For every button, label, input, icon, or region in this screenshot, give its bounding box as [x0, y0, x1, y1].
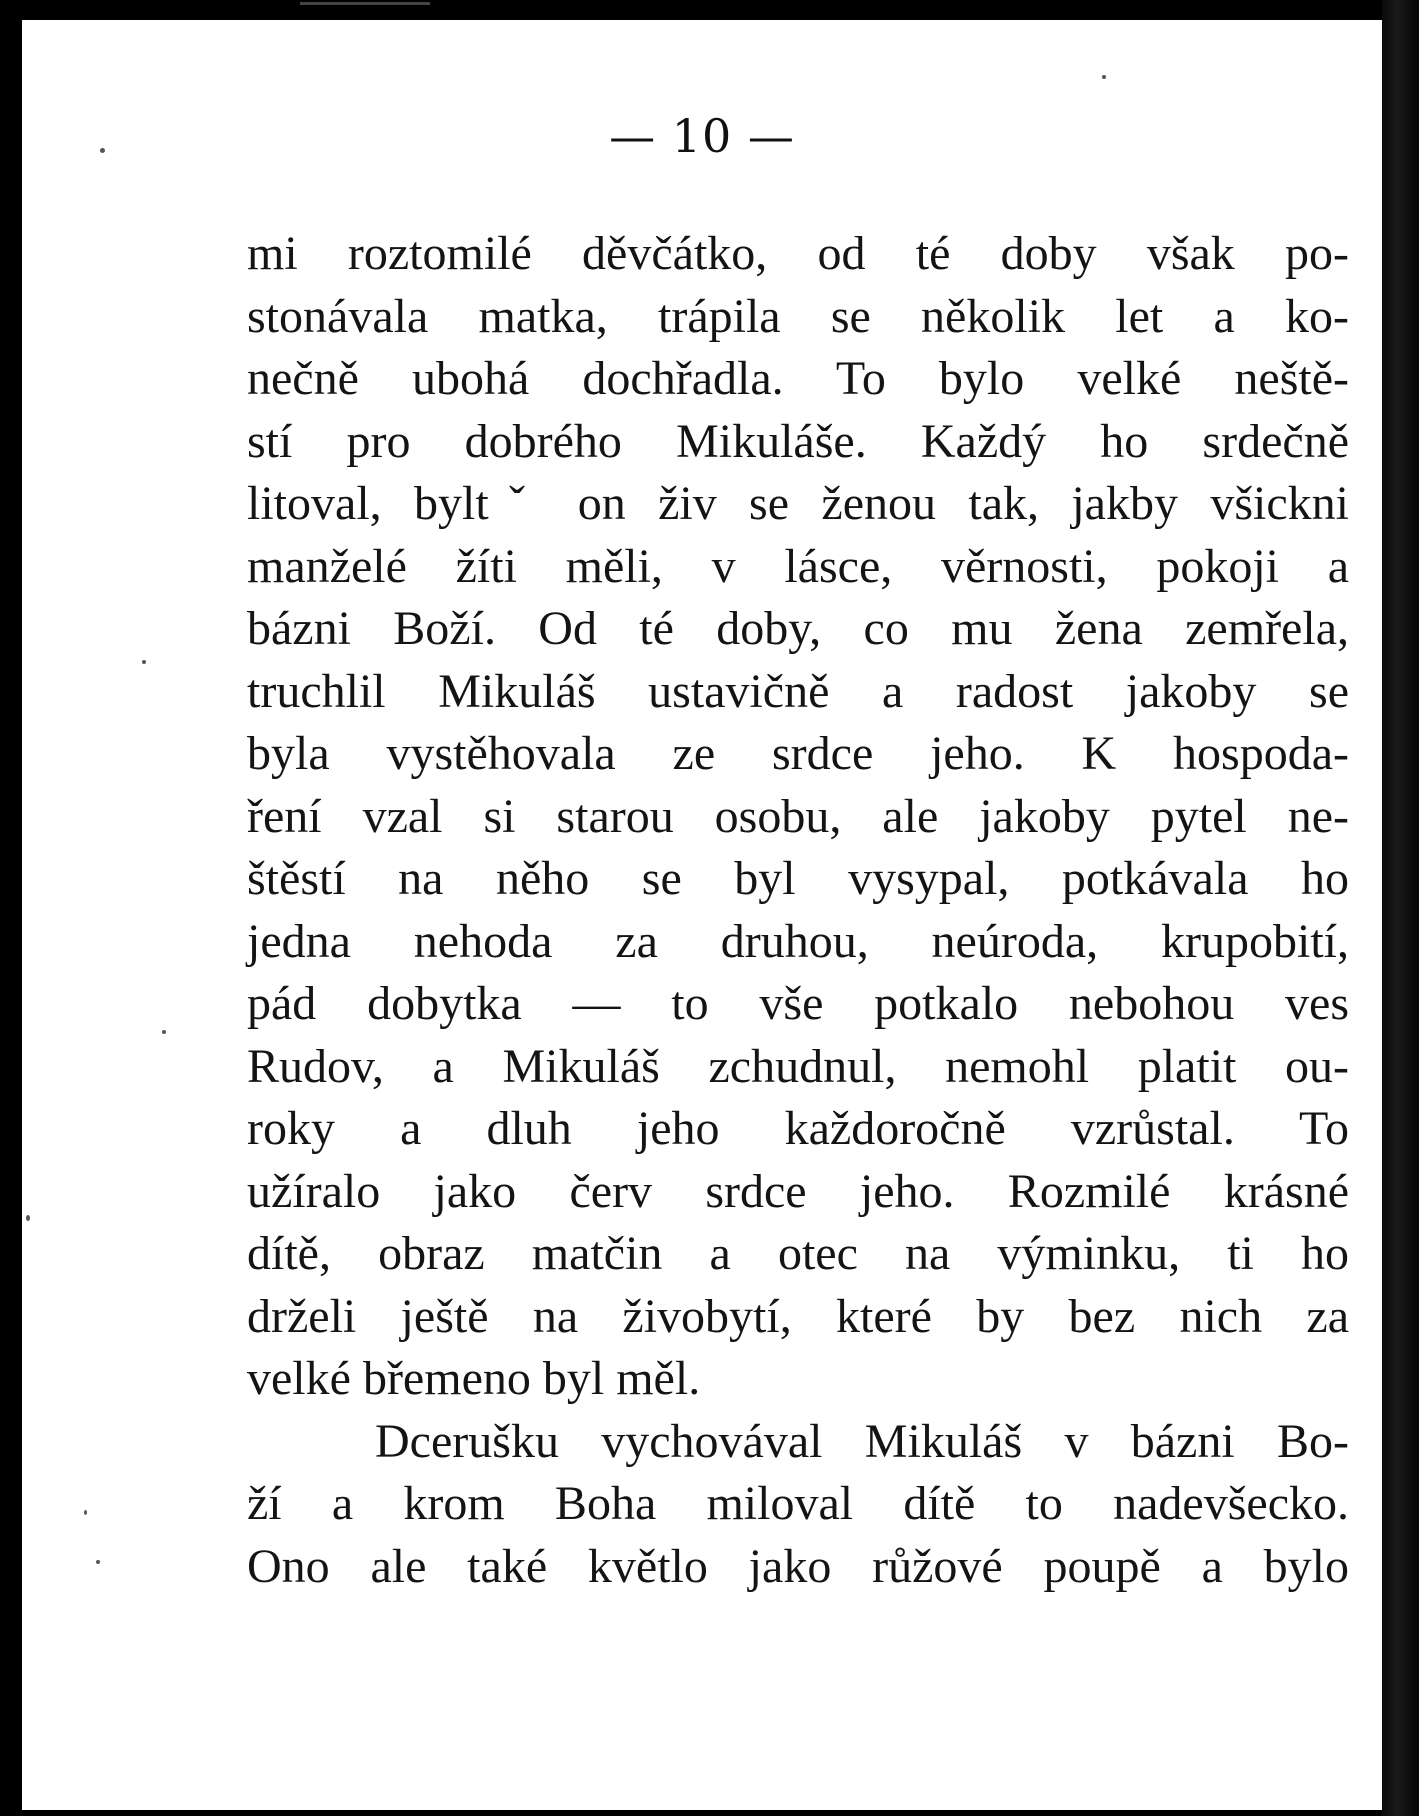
text-line: užíralo jako červ srdce jeho. Rozmilé krásné	[247, 1164, 1349, 1218]
text-line-paragraph-end: velké břemeno byl měl.	[247, 1352, 701, 1405]
text-line: truchlil Mikuláš ustavičně a radost jakoby se	[247, 664, 1349, 718]
text-line: štěstí na něho se byl vysypal, potkávala ho	[247, 852, 1349, 905]
scan-speck	[84, 1510, 87, 1515]
scan-artifact-mark	[300, 2, 430, 5]
page-number: — 10 —	[609, 109, 795, 163]
text-line: ření vzal si starou osobu, ale jakoby pytel ne-	[247, 789, 1349, 843]
scan-speck	[1102, 75, 1106, 79]
text-line: mi roztomilé děvčátko, od té doby však po-	[247, 227, 1349, 280]
scan-speck	[26, 1215, 30, 1221]
body-text	[247, 223, 1349, 1598]
scan-speck	[142, 660, 146, 664]
text-line: stonávala matka, trápila se několik let a ko-	[247, 289, 1349, 343]
book-page	[22, 20, 1382, 1810]
text-line: bázni Boží. Od té doby, co mu žena zemřela,	[247, 602, 1349, 655]
text-line: pád dobytka — to vše potkalo nebohou ves	[247, 977, 1349, 1030]
text-line-paragraph-start: Dcerušku vychovával Mikuláš v bázni Bo-	[375, 1414, 1349, 1468]
text-line: dítě, obraz matčin a otec na výminku, ti ho	[247, 1227, 1349, 1280]
text-line: jedna nehoda za druhou, neúroda, krupobití,	[247, 914, 1349, 968]
text-line: drželi ještě na živobytí, které by bez nich za	[247, 1289, 1349, 1343]
text-line: byla vystěhovala ze srdce jeho. K hospoda-	[247, 727, 1349, 780]
scan-speck	[96, 1560, 100, 1564]
text-line: roky a dluh jeho každoročně vzrůstal. To	[247, 1102, 1349, 1155]
scan-speck	[162, 1030, 166, 1034]
text-line: stí pro dobrého Mikuláše. Každý ho srdečně	[247, 414, 1349, 468]
text-line: Rudov, a Mikuláš zchudnul, nemohl platit ou-	[247, 1039, 1349, 1093]
text-line: nečně ubohá dochřadla. To bylo velké neště-	[247, 352, 1349, 405]
text-line: ží a krom Boha miloval dítě to nadevšecko.	[247, 1477, 1349, 1530]
text-line: Ono ale také květlo jako růžové poupě a bylo	[247, 1539, 1349, 1593]
text-line: manželé žíti měli, v lásce, věrnosti, pokoji a	[247, 539, 1349, 593]
page-edge-shadow	[1382, 0, 1419, 1816]
scan-speck	[100, 148, 105, 153]
text-line: litoval, byltˇ on živ se ženou tak, jakby všickni	[247, 477, 1349, 530]
